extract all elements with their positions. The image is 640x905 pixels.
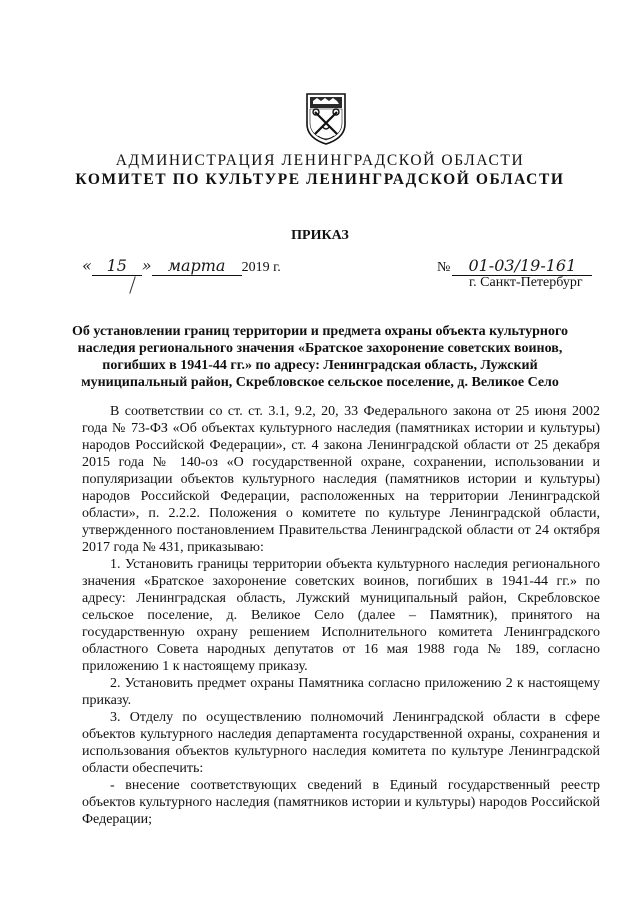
paragraph: В соответствии со ст. ст. 3.1, 9.2, 20, 33 Федерального закона от 25 июня 2002 года № 73-ФЗ «Об объектах культурного наследия (памятниках истории и культуры) народов Российской Федерации», ст. 4 закона Ленинградской области от 25 декабря 2015 года № 140-оз «О государственной охране, сохранении, использовании и популяризации объектов культурного наследия (памятников истории и культуры) народов Российской Федерации, расположенных на территории Ленинградской области», п. 2.2.2. Положения о комитете по культуре Ленинградской области, утвержденного постановлением Правительства Ленинградской области от 24 октября 2017 года № 431, приказываю: [82, 404, 600, 555]
org-name-line1: АДМИНИСТРАЦИЯ ЛЕНИНГРАДСКОЙ ОБЛАСТИ [115, 152, 525, 169]
document-date [82, 256, 281, 276]
date-month: марта [152, 256, 242, 276]
number-prefix: № [437, 260, 451, 275]
document-number [437, 256, 592, 276]
document-type: ПРИКАЗ [291, 228, 349, 243]
paragraph: 3. Отделу по осуществлению полномочий Ленинградской области в сфере объектов культурного наследия департамента государственной охраны, сохранения и использования объектов культурного наследия комитета по культуре Ленинградской области обеспечить: [82, 710, 600, 776]
date-day: 15 [92, 256, 142, 276]
date-quote-close: » [141, 256, 152, 275]
signature-stroke [129, 276, 136, 293]
date-year: 2019 г. [241, 260, 281, 275]
org-name-line2: КОМИТЕТ ПО КУЛЬТУРЕ ЛЕНИНГРАДСКОЙ ОБЛАСТИ [75, 171, 565, 188]
paragraph: 2. Установить предмет охраны Памятника согласно приложению 2 к настоящему приказу. [82, 676, 600, 708]
paragraph: 1. Установить границы территории объекта культурного наследия регионального значения «Братское захоронение советских воинов, погибших в 1941-44 гг.» по адресу: Ленинградская область, Лужский муниципальный район, Скребловское сельское поселение, д. Великое Село (далее – Памятник), принятого на государственную охрану решением Исполнительного комитета Ленинградского областного Совета народных депутатов от 16 мая 1988 года № 189, согласно приложению 1 к настоящему приказу. [82, 557, 600, 674]
paragraph: - внесение соответствующих сведений в Единый государственный реестр объектов культурного наследия (памятников истории и культуры) народов Российской Федерации; [82, 778, 600, 827]
coat-of-arms-icon [304, 92, 348, 146]
document-title: Об установлении границ территории и предмета охраны объекта культурного наследия регионального значения «Братское захоронение советских воинов, погибших в 1941-44 гг.» по адресу: Ленинградская область, Лужский муниципальный район, Скребловское сельское поселение, д. Великое Село [72, 324, 568, 390]
document-city: г. Санкт-Петербург [469, 275, 583, 290]
number-value: 01-03/19-161 [452, 256, 592, 276]
date-quote-open: « [82, 256, 92, 275]
document-body [82, 403, 600, 828]
